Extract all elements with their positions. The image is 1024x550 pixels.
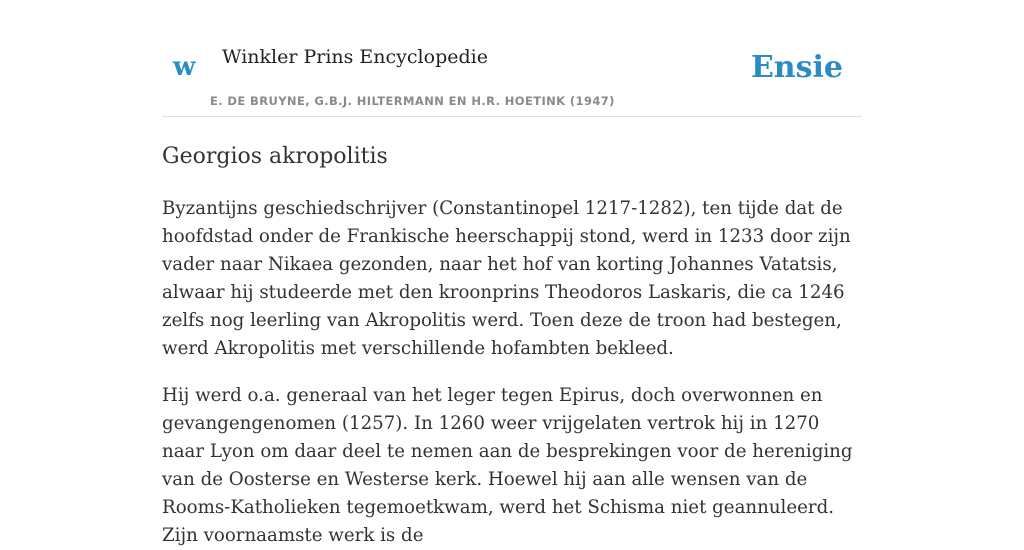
publication-title-link[interactable]: Winkler Prins Encyclopedie [222,46,488,68]
article-paragraph-1: Byzantijns geschiedschrijver (Constantinopel 1217-1282), ten tijde dat de hoofdstad onder de Frankische heerschappij stond, werd in 1233 door zijn vader naar Nikaea gezonden, naar het hof van korting Johannes Vatatsis, alwaar hij studeerde met den kroonprins Theodoros Laskaris, die ca 1246 zelfs nog leerling van Akropolitis werd. Toen deze de troon had bestegen, werd Akropolitis met verschillende hofambten bekleed. [162,198,851,359]
publication-authors: E. DE BRUYNE, G.B.J. HILTERMANN EN H.R. HOETINK (1947) [210,94,615,108]
publication-logo-icon[interactable]: w [173,52,196,82]
article-paragraph-2: Hij werd o.a. generaal van het leger tegen Epirus, doch overwonnen en gevangengenomen (1257). In 1260 weer vrijgelaten vertrok hij in 1270 naar Lyon om daar deel te nemen aan de besprekingen voor de hereniging van de Oosterse en Westerse kerk. Hoewel hij aan alle wensen van de Rooms-Katholieken tegemoetkwam, werd het Schisma niet geannuleerd. Zijn voornaamste werk is de [162,385,853,546]
ensie-logo-link[interactable]: Ensie [750,50,843,85]
page [162,0,862,550]
site-header [162,0,862,117]
article-title: Georgios akropolitis [162,144,388,169]
